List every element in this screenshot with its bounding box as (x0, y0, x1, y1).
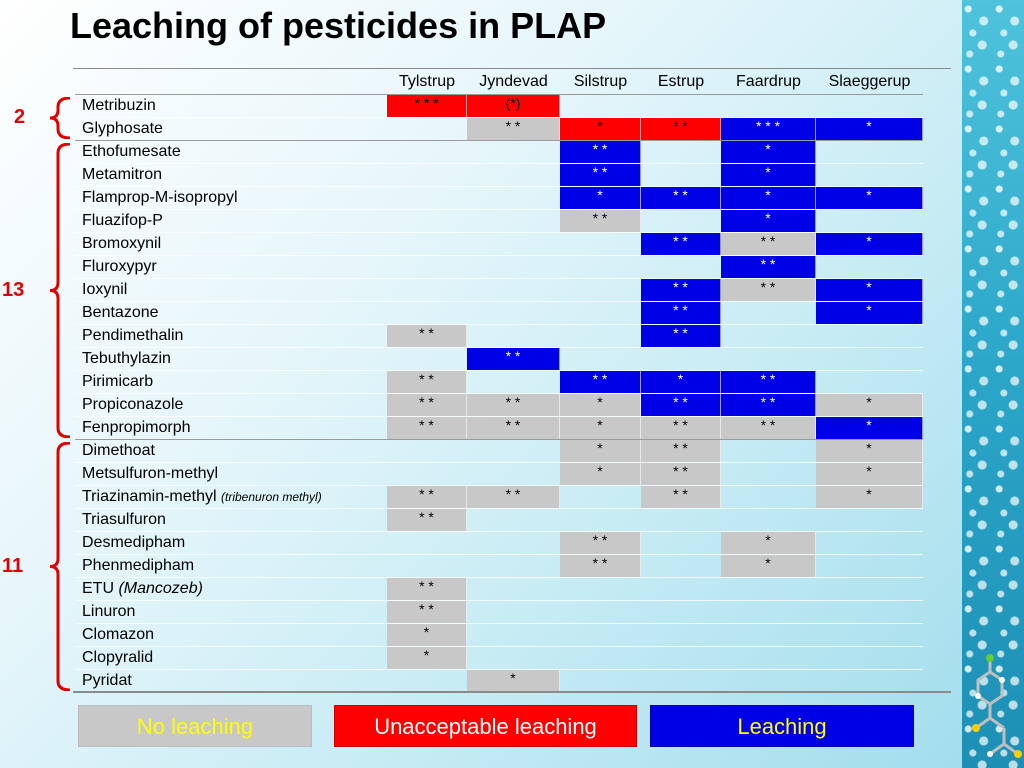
result-cell: * * (467, 417, 560, 439)
result-cell: * * (721, 394, 816, 416)
result-cell: * (816, 187, 923, 209)
result-cell: * * (641, 302, 721, 324)
pesticide-name: Pendimethalin (82, 327, 184, 344)
result-cell: * * (467, 394, 560, 416)
result-cell: * * * (387, 95, 467, 117)
result-cell: * (387, 624, 467, 646)
row-name-dimethoat (82, 440, 155, 462)
result-cell: * * (560, 141, 641, 163)
row-separator (75, 600, 923, 601)
table-bottom-rule (73, 691, 951, 693)
result-cell: * * (560, 555, 641, 577)
result-cell: * * (641, 279, 721, 301)
result-cell: * (816, 394, 923, 416)
result-cell: * (721, 141, 816, 163)
result-cell: * * (721, 256, 816, 278)
pesticide-name: Tebuthylazin (82, 350, 171, 367)
row-separator (75, 301, 923, 302)
result-cell: * * (641, 394, 721, 416)
pesticide-name: Metamitron (82, 166, 163, 183)
result-cell: * * (387, 601, 467, 623)
pesticide-name: Fluazifop-P (82, 212, 163, 229)
result-cell: * * (721, 417, 816, 439)
row-name-flamprop-m-isopropyl (82, 187, 238, 209)
pesticide-name: Dimethoat (82, 442, 155, 459)
pesticide-name: ETU (82, 580, 114, 597)
column-header-faardrup: Faardrup (736, 73, 801, 90)
row-name-etu (82, 578, 203, 600)
result-cell: (*) (467, 95, 560, 117)
pesticide-name: Fenpropimorph (82, 419, 191, 436)
row-separator (75, 508, 923, 509)
pesticide-name: Bromoxynil (82, 235, 162, 252)
result-cell: * (816, 486, 923, 508)
row-name-propiconazole (82, 394, 183, 416)
result-cell: * * (721, 233, 816, 255)
group-brace-icon (46, 143, 74, 438)
result-cell: * * (467, 348, 560, 370)
group-count-label: 2 (14, 106, 26, 128)
result-cell: * * (387, 578, 467, 600)
pesticide-name: Propiconazole (82, 396, 184, 413)
row-name-triazinamin-methyl (82, 486, 322, 508)
row-name-clomazon (82, 624, 154, 646)
pesticide-name: Desmedipham (82, 534, 186, 551)
result-cell: * (560, 118, 641, 140)
result-cell: * (560, 187, 641, 209)
result-cell: * * (641, 417, 721, 439)
result-cell: * (721, 555, 816, 577)
result-cell: * (816, 233, 923, 255)
result-cell: * * (641, 118, 721, 140)
result-cell: * * (641, 325, 721, 347)
pesticide-note: (tribenuron methyl) (221, 490, 322, 504)
result-cell: * (816, 463, 923, 485)
row-name-glyphosate (82, 118, 163, 140)
result-cell: * * (641, 187, 721, 209)
row-name-clopyralid (82, 647, 153, 669)
legend-no-leaching: No leaching (78, 705, 312, 747)
result-cell: * * (387, 486, 467, 508)
pesticide-name: Flamprop-M-isopropyl (82, 189, 238, 206)
row-name-triasulfuron (82, 509, 166, 531)
legend-leaching: Leaching (650, 705, 914, 747)
result-cell: * (721, 210, 816, 232)
column-header-silstrup: Silstrup (573, 73, 628, 90)
row-name-metamitron (82, 164, 162, 186)
pesticide-name: Phenmedipham (82, 557, 195, 574)
result-cell: * * (721, 279, 816, 301)
result-cell: * * (560, 210, 641, 232)
result-cell: * * (560, 532, 641, 554)
result-cell: * (721, 187, 816, 209)
row-name-desmedipham (82, 532, 185, 554)
result-cell: * * (641, 463, 721, 485)
pesticide-name: Linuron (82, 603, 136, 620)
result-cell: * * * (721, 118, 816, 140)
pesticide-name: Triazinamin-methyl (82, 488, 217, 505)
group-brace-icon (46, 442, 74, 691)
group-count-label: 13 (2, 278, 25, 301)
pesticide-name: Metribuzin (82, 97, 156, 114)
pesticide-note: (Mancozeb) (118, 580, 203, 597)
pesticide-name: Metsulfuron-methyl (82, 465, 219, 482)
result-cell: * (816, 417, 923, 439)
result-cell: * (560, 417, 641, 439)
result-cell: * * (387, 509, 467, 531)
column-header-slaeggerup: Slaeggerup (828, 73, 911, 90)
result-cell: * * (560, 371, 641, 393)
result-cell: * * (387, 371, 467, 393)
result-cell: * * (641, 440, 721, 462)
pesticide-name: Pyridat (82, 672, 132, 689)
column-header-tylstrup: Tylstrup (398, 73, 455, 90)
result-cell: * (387, 647, 467, 669)
pesticide-name: Triasulfuron (82, 511, 166, 528)
result-cell: * (560, 394, 641, 416)
result-cell: * (560, 440, 641, 462)
result-cell: * (816, 118, 923, 140)
row-separator (75, 623, 923, 624)
pesticide-name: Fluroxypyr (82, 258, 157, 275)
row-name-pyridat (82, 670, 132, 692)
result-cell: * (816, 440, 923, 462)
result-cell: * (467, 670, 560, 692)
column-header-jyndevad: Jyndevad (479, 73, 548, 90)
result-cell: * * (387, 325, 467, 347)
row-name-fluroxypyr (82, 256, 157, 278)
pesticide-name: Clopyralid (82, 649, 154, 666)
result-cell: * (560, 463, 641, 485)
result-cell: * * (467, 118, 560, 140)
result-cell: * * (560, 164, 641, 186)
row-name-tebuthylazin (82, 348, 171, 370)
column-header-estrup: Estrup (657, 73, 705, 90)
result-cell: * (816, 302, 923, 324)
row-name-pirimicarb (82, 371, 153, 393)
row-name-fenpropimorph (82, 417, 191, 439)
row-separator (75, 324, 923, 325)
row-name-ioxynil (82, 279, 127, 301)
pesticide-name: Ioxynil (82, 281, 128, 298)
result-cell: * (641, 371, 721, 393)
group-count-label: 11 (2, 554, 24, 577)
result-cell: * * (387, 394, 467, 416)
row-name-metribuzin (82, 95, 156, 117)
group-brace-icon (46, 97, 74, 139)
row-name-phenmedipham (82, 555, 194, 577)
result-cell: * (721, 164, 816, 186)
row-name-metsulfuron-methyl (82, 463, 218, 485)
row-separator (75, 439, 923, 440)
pesticide-name: Clomazon (82, 626, 155, 643)
result-cell: * (721, 532, 816, 554)
legend-unacceptable-leaching: Unacceptable leaching (334, 705, 637, 747)
row-name-fluazifop-p (82, 210, 163, 232)
row-name-ethofumesate (82, 141, 181, 163)
result-cell: * * (387, 417, 467, 439)
result-cell: * * (721, 371, 816, 393)
page-title: Leaching of pesticides in PLAP (70, 5, 607, 46)
row-name-bromoxynil (82, 233, 161, 255)
molecule-decoration-icon (962, 650, 1024, 768)
result-cell: * * (641, 233, 721, 255)
result-cell: * * (641, 486, 721, 508)
pesticide-name: Bentazone (82, 304, 159, 321)
table-top-rule (73, 68, 951, 69)
pesticide-name: Glyphosate (82, 120, 163, 137)
result-cell: * * (467, 486, 560, 508)
row-name-pendimethalin (82, 325, 183, 347)
pesticide-name: Ethofumesate (82, 143, 181, 160)
pesticide-name: Pirimicarb (82, 373, 154, 390)
row-name-bentazone (82, 302, 159, 324)
row-name-linuron (82, 601, 135, 623)
result-cell: * (816, 279, 923, 301)
row-separator (75, 646, 923, 647)
